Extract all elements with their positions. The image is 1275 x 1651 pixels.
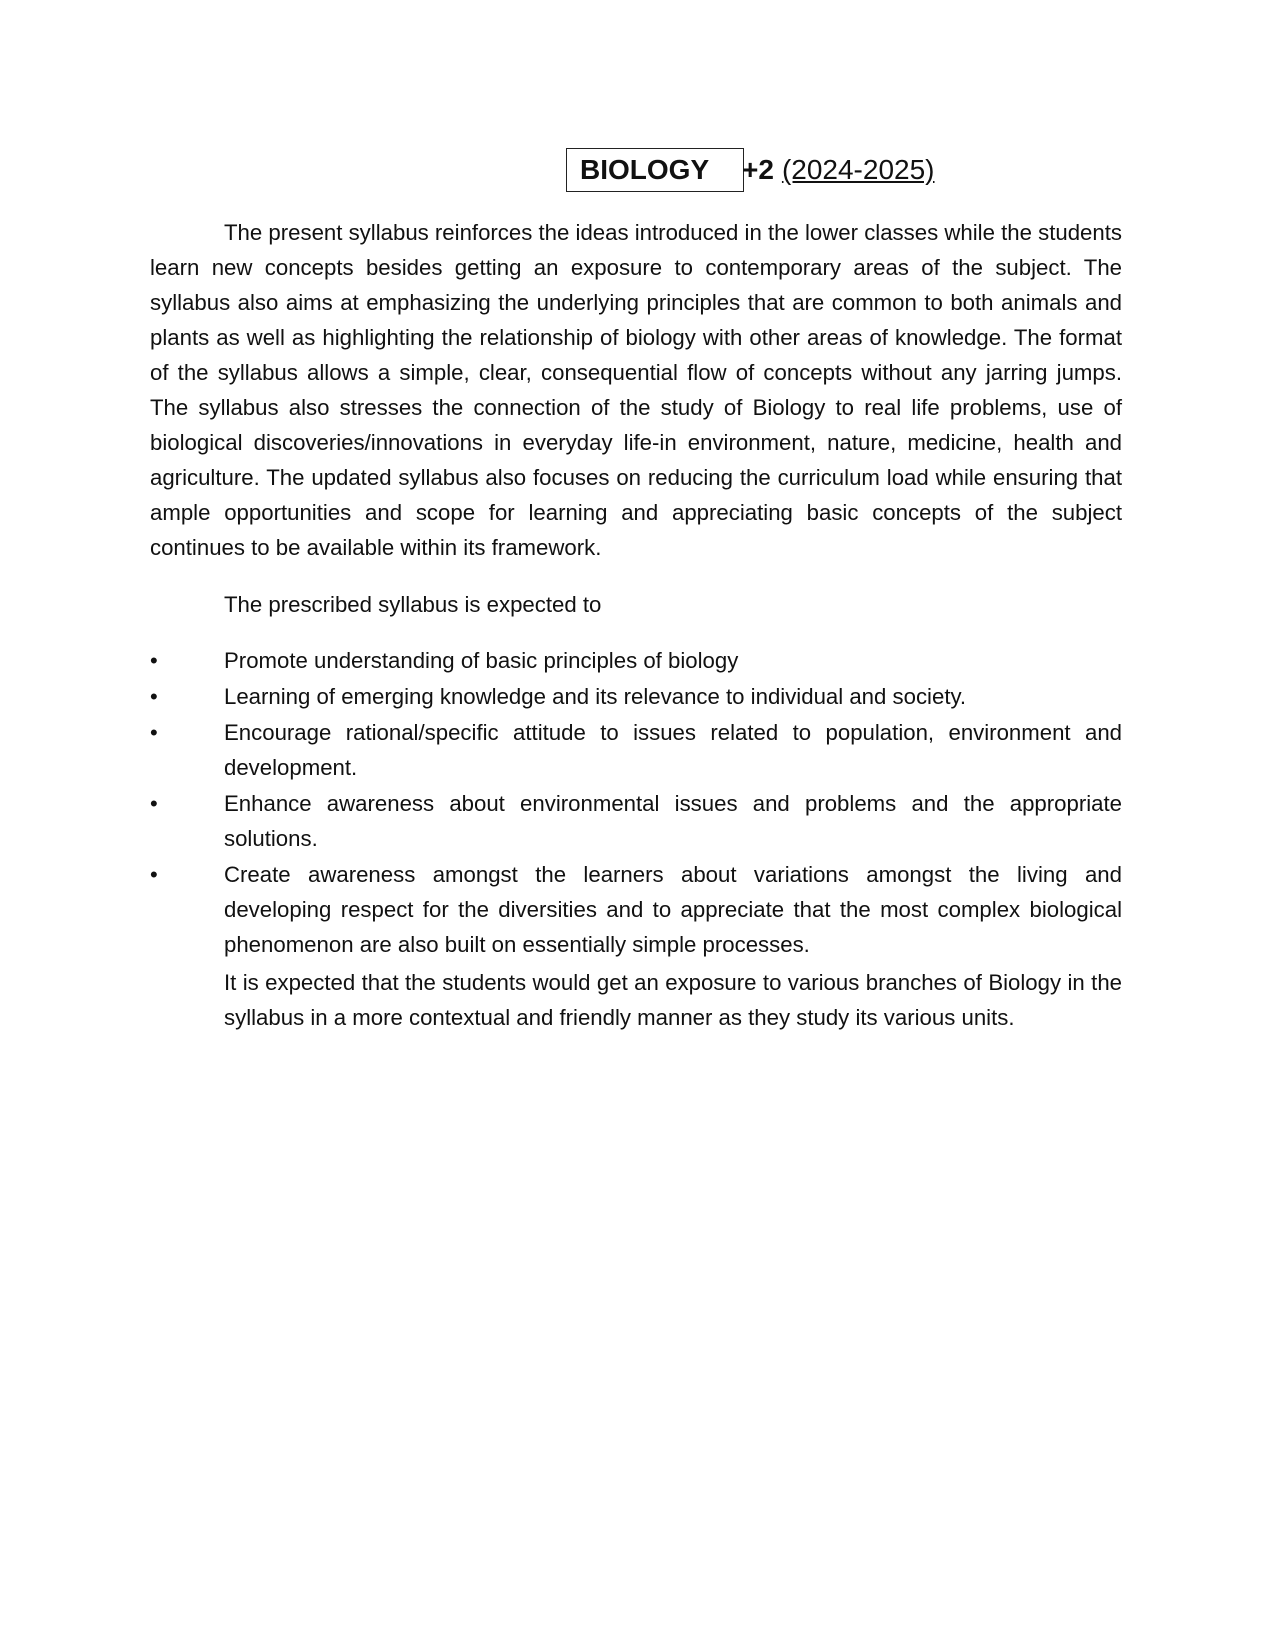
document-title xyxy=(566,147,935,193)
list-item xyxy=(150,857,1122,962)
class-level: +2 xyxy=(742,154,774,185)
list-item-text: Encourage rational/specific attitude to issues related to population, environment and development. xyxy=(224,720,1122,780)
list-item-text: Learning of emerging knowledge and its relevance to individual and society. xyxy=(224,684,967,709)
academic-session: (2024-2025) xyxy=(781,154,935,185)
subject-box xyxy=(566,148,744,192)
intro-paragraph: The present syllabus reinforces the ideas introduced in the lower classes while the students learn new concepts besides getting an exposure to contemporary areas of the subject. The syllabus also aims at emphasizing the underlying principles that are common to both animals and plants as well as highlighting the relationship of biology with other areas of knowledge. The format of the syllabus allows a simple, clear, consequential flow of concepts without any jarring jumps. The syllabus also stresses the connection of the study of Biology to real life problems, use of biological discoveries/innovations in everyday life-in environment, nature, medicine, health and agriculture. The updated syllabus also focuses on reducing the curriculum load while ensuring that ample opportunities and scope for learning and appreciating basic concepts of the subject continues to be available within its framework. xyxy=(150,220,1122,560)
list-item xyxy=(150,679,1122,714)
bullet-icon: • xyxy=(150,862,158,887)
objectives-lead-in: The prescribed syllabus is expected to xyxy=(224,592,602,617)
subject-label: BIOLOGY xyxy=(580,154,710,185)
list-item-text: Promote understanding of basic principles of biology xyxy=(224,648,739,673)
list-item xyxy=(150,715,1122,785)
bullet-icon: • xyxy=(150,720,158,745)
bullet-icon: • xyxy=(150,791,158,816)
objectives-list xyxy=(150,643,1122,963)
bullet-icon: • xyxy=(150,648,158,673)
list-item xyxy=(150,786,1122,856)
list-item-text: Create awareness amongst the learners about variations amongst the living and developing respect for the diversities and to appreciate that the most complex biological phenomenon are also built on essentially simple processes. xyxy=(224,862,1122,957)
closing-paragraph: It is expected that the students would get an exposure to various branches of Biology in the syllabus in a more contextual and friendly manner as they study its various units. xyxy=(224,970,1122,1030)
list-item-text: Enhance awareness about environmental issues and problems and the appropriate solutions. xyxy=(224,791,1122,851)
bullet-icon: • xyxy=(150,684,158,709)
list-item xyxy=(150,643,1122,678)
